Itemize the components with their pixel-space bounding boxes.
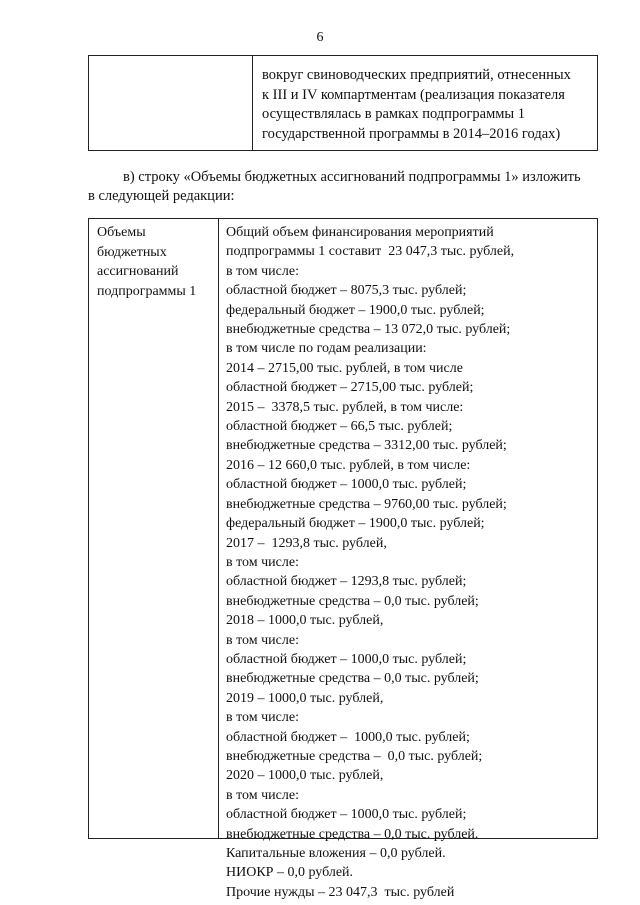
label-line: Объемы (97, 225, 146, 240)
budget-line: НИОКР – 0,0 рублей. (226, 865, 354, 881)
label-line: подпрограммы 1 (97, 283, 197, 299)
budget-line: в том числе: (226, 710, 299, 726)
budget-line: 2018 – 1000,0 тыс. рублей, (226, 613, 384, 629)
continuation-table (88, 55, 598, 151)
budget-line: Общий объем финансирования мероприятий (226, 225, 494, 240)
budget-line: областной бюджет – 1000,0 тыс. рублей; (226, 651, 467, 667)
budget-line: 2017 – 1293,8 тыс. рублей, (226, 535, 387, 551)
budget-line: в том числе: (226, 263, 299, 279)
continuation-line: государственной программы в 2014–2016 годах) (262, 125, 561, 142)
continuation-line: вокруг свиноводческих предприятий, отнесенных (262, 67, 571, 83)
budget-line: в том числе: (226, 787, 299, 803)
page-number: 6 (316, 30, 324, 45)
budget-line: внебюджетные средства – 0,0 тыс. рублей; (226, 671, 479, 687)
amendment-intro-line-2: в следующей редакции: (88, 188, 235, 204)
budget-table-content-cell (219, 219, 597, 900)
budget-line: внебюджетные средства – 3312,00 тыс. рублей; (226, 438, 507, 454)
budget-line: внебюджетные средства – 0,0 тыс. рублей; (226, 593, 479, 609)
amendment-intro (88, 168, 600, 206)
budget-line: областной бюджет – 1000,0 тыс. рублей; (226, 477, 467, 493)
continuation-right-cell (253, 56, 597, 150)
budget-table (88, 218, 598, 900)
budget-line: в том числе: (226, 632, 299, 648)
amendment-intro-line-1: в) строку «Объемы бюджетных ассигнований подпрограммы 1» изложить (123, 169, 581, 185)
budget-line: областной бюджет – 1000,0 тыс. рублей; (226, 729, 470, 745)
budget-line: Капитальные вложения – 0,0 рублей. (226, 846, 446, 861)
budget-line: внебюджетные средства – 0,0 тыс. рублей. (226, 826, 479, 842)
budget-line: подпрограммы 1 составит 23 047,3 тыс. рублей, (226, 244, 515, 260)
budget-line: 2014 – 2715,00 тыс. рублей, в том числе (226, 360, 463, 376)
continuation-left-cell (89, 56, 253, 150)
label-line: бюджетных (97, 244, 167, 260)
budget-line: в том числе: (226, 554, 299, 570)
budget-line: федеральный бюджет – 1900,0 тыс. рублей; (226, 302, 485, 318)
continuation-line: к III и IV компартментам (реализация показателя (262, 86, 565, 103)
budget-line: 2016 – 12 660,0 тыс. рублей, в том числе: (226, 457, 471, 473)
budget-line: Прочие нужды – 23 047,3 тыс. рублей (226, 884, 455, 900)
budget-line: 2020 – 1000,0 тыс. рублей, (226, 768, 384, 784)
budget-table-label-cell (89, 219, 219, 838)
budget-line: федеральный бюджет – 1900,0 тыс. рублей; (226, 516, 485, 532)
label-line: ассигнований (97, 264, 179, 279)
budget-line: 2019 – 1000,0 тыс. рублей, (226, 690, 384, 706)
continuation-line: осуществлялась в рамках подпрограммы 1 (262, 106, 526, 122)
budget-line: областной бюджет – 1293,8 тыс. рублей; (226, 574, 467, 590)
budget-line: областной бюджет – 2715,00 тыс. рублей; (226, 380, 474, 396)
budget-line: областной бюджет – 8075,3 тыс. рублей; (226, 283, 467, 299)
budget-line: внебюджетные средства – 13 072,0 тыс. рублей; (226, 322, 511, 338)
budget-line: областной бюджет – 1000,0 тыс. рублей; (226, 807, 467, 823)
budget-line: в том числе по годам реализации: (226, 341, 427, 357)
budget-line: внебюджетные средства – 0,0 тыс. рублей; (226, 748, 483, 764)
budget-line: 2015 – 3378,5 тыс. рублей, в том числе: (226, 399, 464, 415)
budget-line: внебюджетные средства – 9760,00 тыс. рублей; (226, 496, 507, 512)
budget-line: областной бюджет – 66,5 тыс. рублей; (226, 419, 453, 435)
